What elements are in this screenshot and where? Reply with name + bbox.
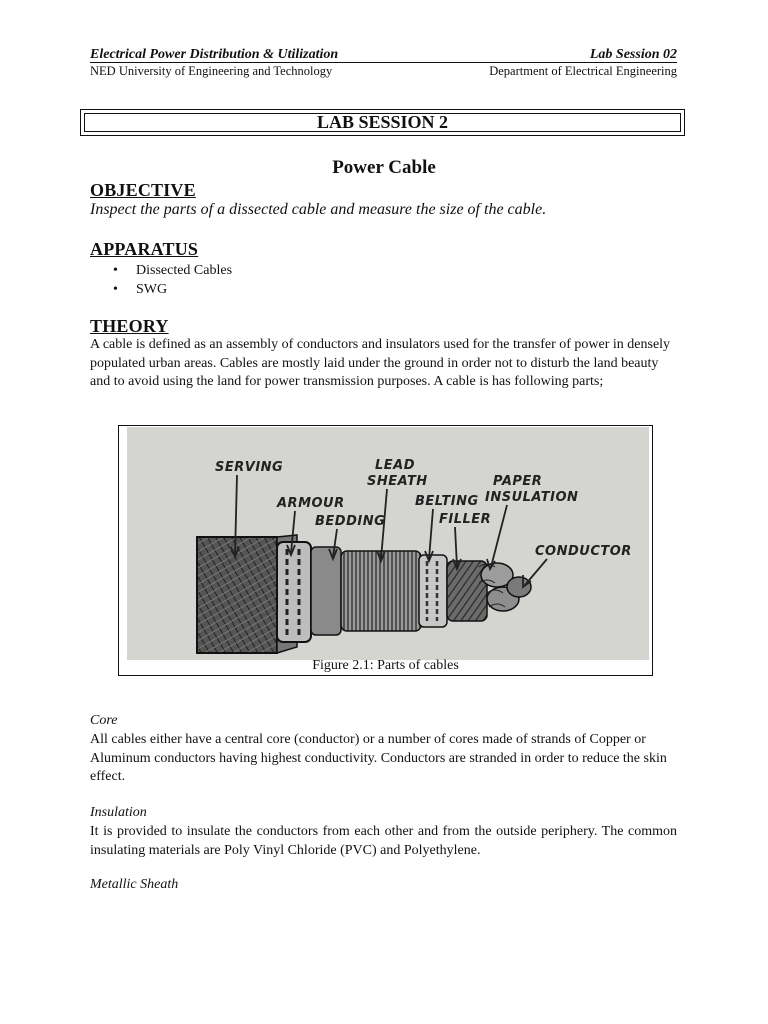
label-bedding: BEDDING xyxy=(315,514,386,529)
page-header-top xyxy=(90,47,677,63)
label-filler: FILLER xyxy=(439,512,492,527)
page-title: Power Cable xyxy=(332,157,436,178)
figure-frame xyxy=(118,425,653,676)
theory-text: A cable is defined as an assembly of conductors and insulators used for the transfer of power in densely populated urban areas. Cables are mostly laid under the ground in order not to disturb the land beauty and to avoid using the land for power transmission purposes. A cable is has following parts; xyxy=(90,337,671,389)
list-item xyxy=(90,261,232,280)
label-serving: SERVING xyxy=(215,460,284,475)
label-lead: LEAD xyxy=(375,458,416,473)
lab-session-box xyxy=(80,109,685,136)
bedding-layer xyxy=(311,547,341,635)
armour-layer xyxy=(277,542,311,642)
cable-diagram xyxy=(127,427,649,660)
course-title: Electrical Power Distribution & Utilization xyxy=(90,47,339,62)
label-insulation: INSULATION xyxy=(485,490,579,505)
label-sheath: SHEATH xyxy=(367,474,428,489)
label-conductor: CONDUCTOR xyxy=(535,544,632,559)
label-paper: PAPER xyxy=(493,474,543,489)
figure-caption: Figure 2.1: Parts of cables xyxy=(312,658,459,673)
objective-heading: OBJECTIVE xyxy=(90,180,196,200)
bullet-icon: • xyxy=(113,263,118,278)
list-item xyxy=(90,280,232,299)
page-header-bottom xyxy=(90,64,677,79)
apparatus-item: SWG xyxy=(136,282,168,297)
objective-text: Inspect the parts of a dissected cable and measure the size of the cable. xyxy=(90,201,547,218)
core-heading: Core xyxy=(90,713,118,728)
bullet-icon: • xyxy=(113,282,118,297)
lab-session-title: LAB SESSION 2 xyxy=(84,113,681,132)
insulation-text: It is provided to insulate the conductors from each other and from the outside periphery. The common insulating materials are Poly Vinyl Chloride (PVC) and Polyethylene. xyxy=(90,824,677,858)
department-name: Department of Electrical Engineering xyxy=(489,64,677,78)
label-armour: ARMOUR xyxy=(277,496,345,511)
insulation-heading: Insulation xyxy=(90,805,147,820)
belting-layer xyxy=(419,555,447,627)
apparatus-item: Dissected Cables xyxy=(136,263,233,278)
session-label: Lab Session 02 xyxy=(589,47,677,62)
apparatus-heading: APPARATUS xyxy=(90,239,199,259)
core-text: All cables either have a central core (conductor) or a number of cores made of strands of Copper or Aluminum conductors having highest conductivity. Conductors are stranded in order to reduce the skin effect. xyxy=(90,732,667,784)
apparatus-list xyxy=(90,261,232,299)
theory-heading: THEORY xyxy=(90,316,169,336)
metallic-sheath-heading: Metallic Sheath xyxy=(90,877,179,892)
header-divider xyxy=(90,62,677,63)
university-name: NED University of Engineering and Technology xyxy=(90,64,333,78)
label-belting: BELTING xyxy=(415,494,479,509)
filler-layer xyxy=(447,561,487,621)
